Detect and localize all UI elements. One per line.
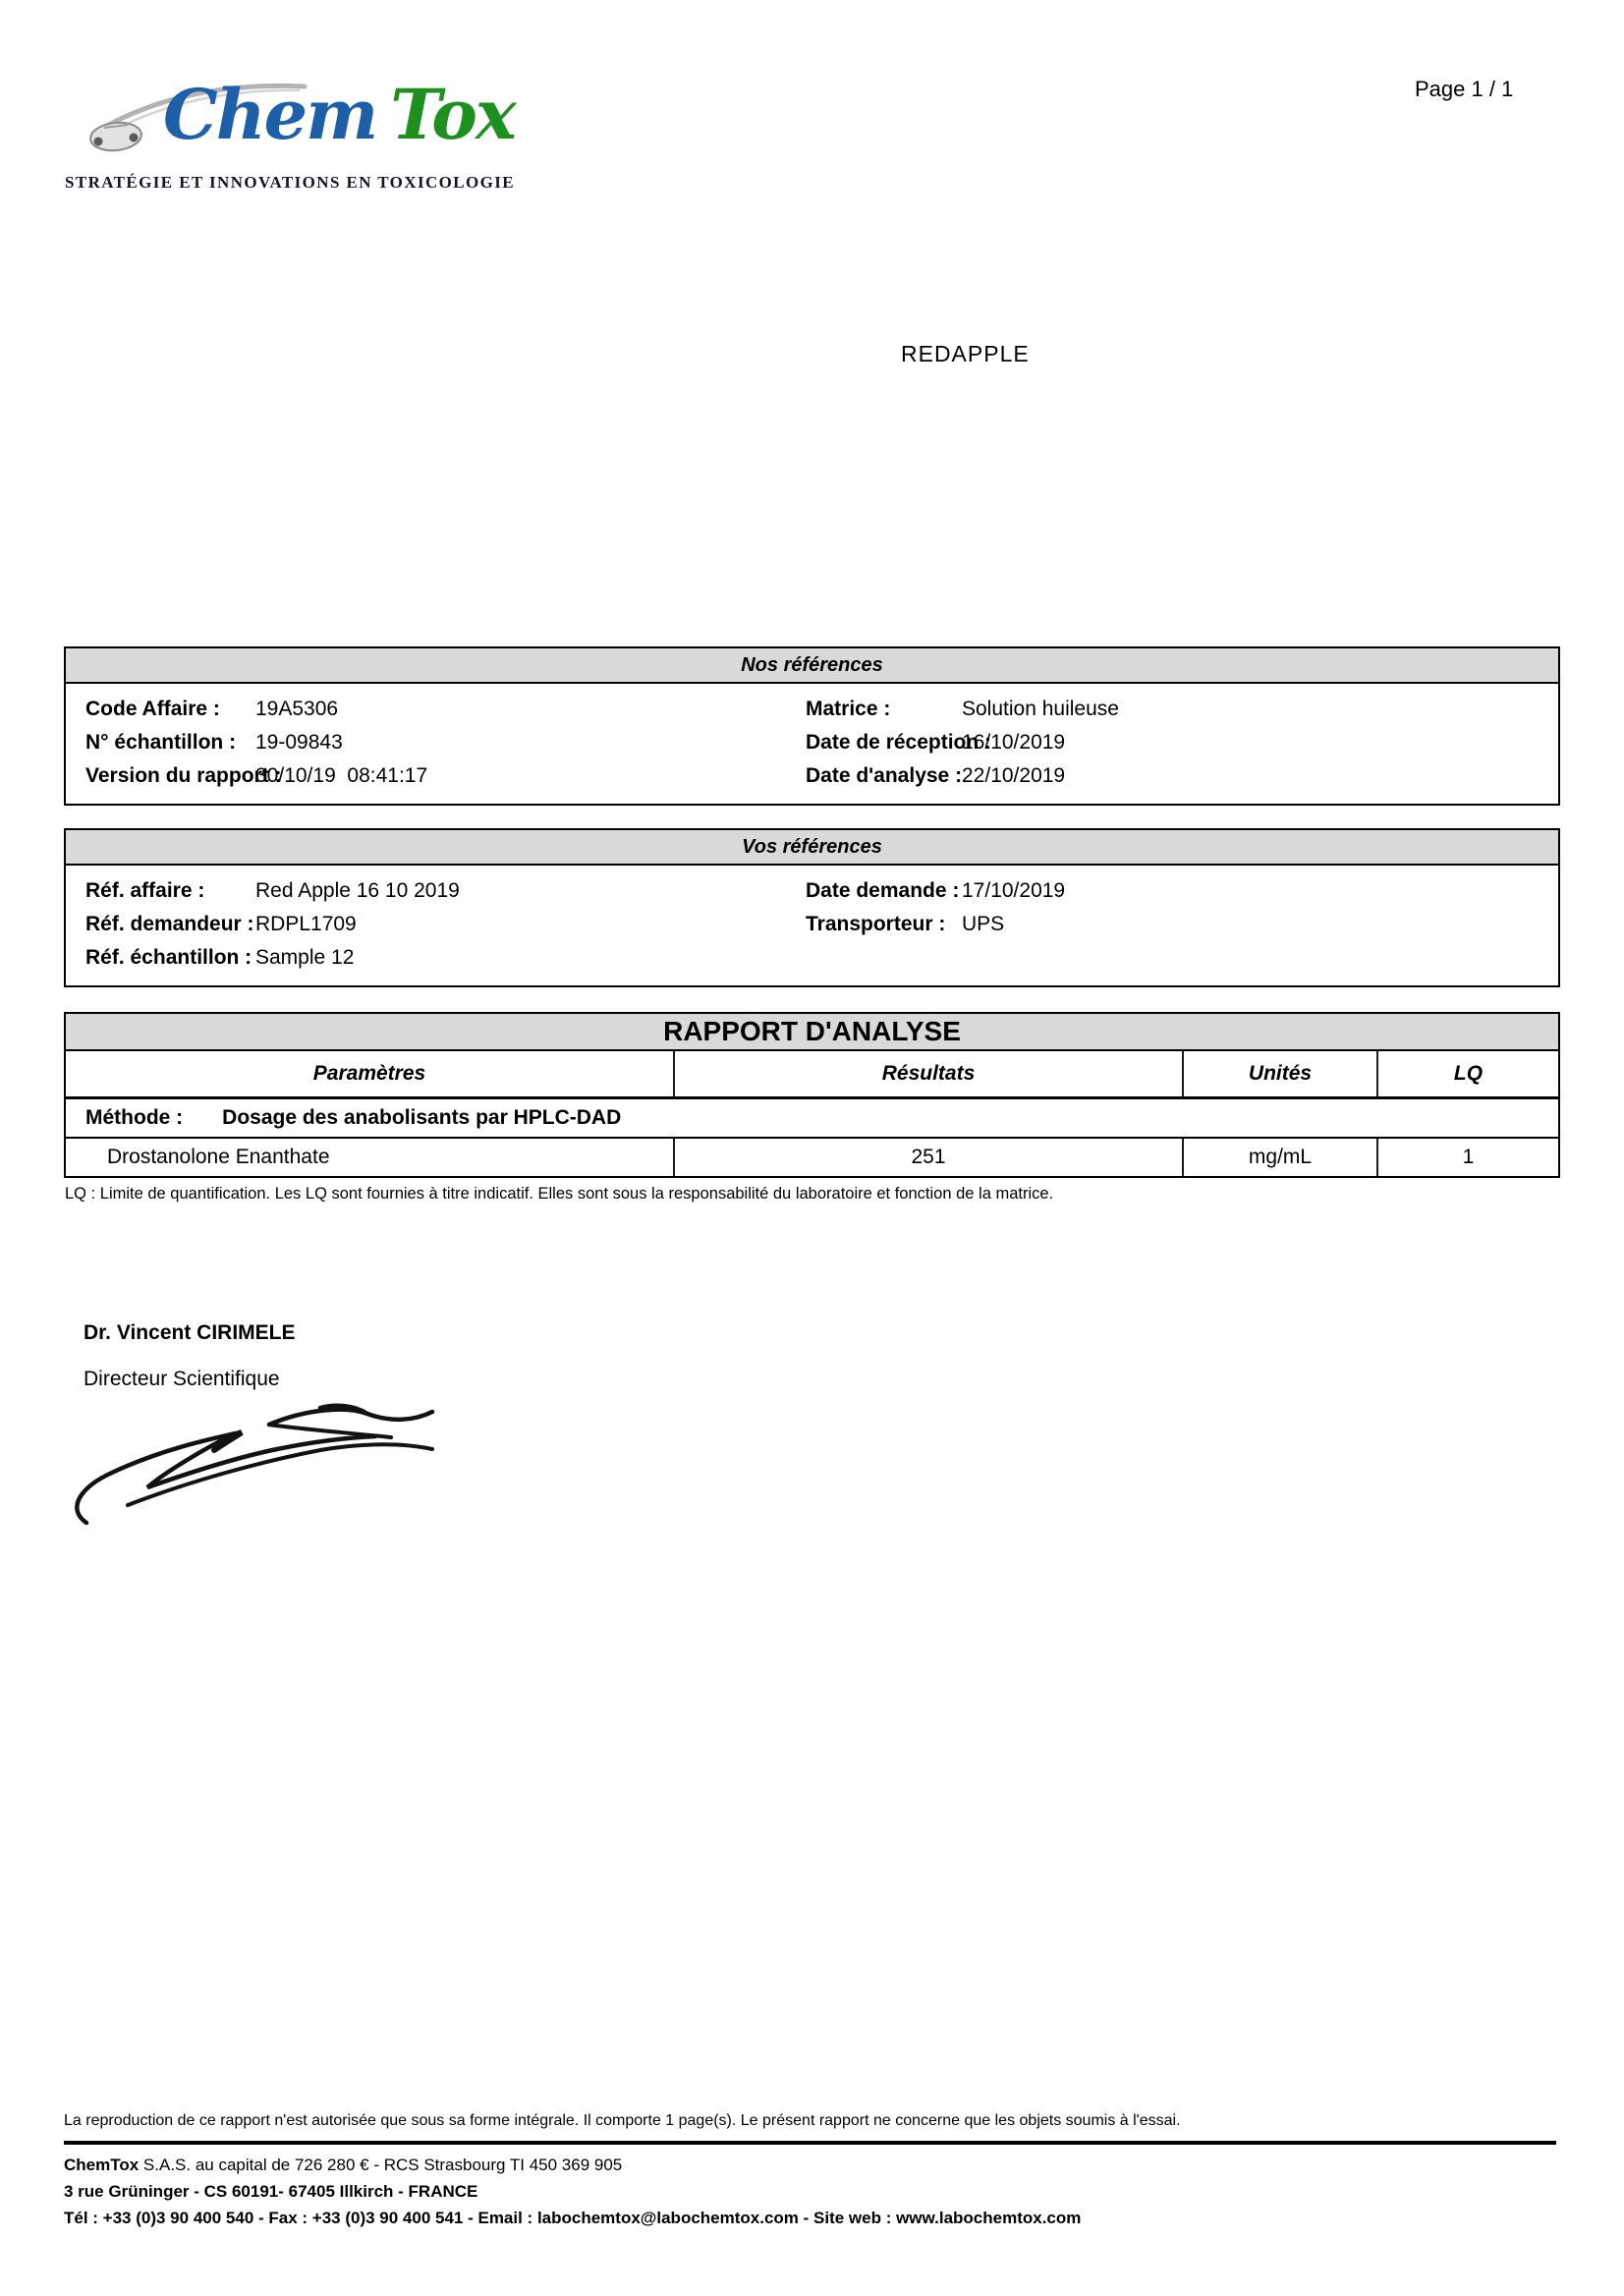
signatory-title: Directeur Scientifique <box>84 1368 280 1390</box>
footer-contact-line: Tél : +33 (0)3 90 400 540 - Fax : +33 (0)3 90 400 541 - Email : labochemtox@labochemtox.com - Site web : www.labochemtox.com <box>64 2209 1082 2227</box>
report-column-headers <box>66 1051 1558 1099</box>
field-value: 30/10/19 08:41:17 <box>255 764 428 787</box>
brand-chem: Chem <box>163 74 377 155</box>
result-lq: 1 <box>1376 1139 1558 1176</box>
vos-right-values <box>962 874 1065 941</box>
field-value: 16/10/2019 <box>962 731 1066 754</box>
method-label: Méthode : <box>85 1106 184 1129</box>
report-title: RAPPORT D'ANALYSE <box>66 1014 1558 1051</box>
client-name: REDAPPLE <box>901 341 1030 366</box>
chemtox-logo <box>59 45 531 202</box>
field-label: Code Affaire : <box>85 698 220 720</box>
vos-left-labels <box>85 874 254 975</box>
field-value: 19A5306 <box>255 698 339 720</box>
vos-right-labels <box>806 874 959 941</box>
analysis-report-table <box>64 1012 1560 1178</box>
field-label: N° échantillon : <box>85 731 237 754</box>
field-label: Réf. échantillon : <box>85 946 252 969</box>
nos-references-title: Nos références <box>66 648 1558 684</box>
reproduction-disclaimer: La reproduction de ce rapport n'est autorisée que sous sa forme intégrale. Il comporte 1 page(s). Le présent rapport ne concerne que les objets soumis à l'essai. <box>64 2112 1181 2129</box>
field-label: Réf. demandeur : <box>85 913 254 935</box>
signatory-name: Dr. Vincent CIRIMELE <box>84 1321 296 1344</box>
result-value: 251 <box>673 1139 1182 1176</box>
footer-company-name: ChemTox <box>64 2156 140 2174</box>
logo-tagline: STRATÉGIE ET INNOVATIONS EN TOXICOLOGIE <box>65 173 516 192</box>
field-value: Red Apple 16 10 2019 <box>255 879 460 902</box>
nos-left-values <box>255 693 427 793</box>
brand-tox: Tox <box>390 74 515 155</box>
vos-references-title: Vos références <box>66 830 1558 866</box>
footer-company-line <box>64 2156 622 2175</box>
result-parameter: Drostanolone Enanthate <box>107 1146 330 1168</box>
brand-wordmark <box>163 74 515 155</box>
footer-address-line: 3 rue Grüninger - CS 60191- 67405 Illkirch - FRANCE <box>64 2182 478 2201</box>
signature-icon <box>67 1387 450 1535</box>
lq-footnote: LQ : Limite de quantification. Les LQ sont fournies à titre indicatif. Elles sont sous la responsabilité du laboratoire et fonction de la matrice. <box>65 1185 1054 1203</box>
footer-company-info: S.A.S. au capital de 726 280 € - RCS Strasbourg TI 450 369 905 <box>139 2156 623 2174</box>
result-unit: mg/mL <box>1182 1139 1376 1176</box>
field-value: Sample 12 <box>255 946 355 969</box>
field-value: 17/10/2019 <box>962 879 1066 902</box>
column-header-resultats: Résultats <box>673 1051 1182 1096</box>
field-label: Date d'analyse : <box>806 764 963 787</box>
nos-left-labels <box>85 693 282 793</box>
field-value: 22/10/2019 <box>962 764 1066 787</box>
field-label: Date demande : <box>806 879 960 902</box>
vos-left-values <box>255 874 460 975</box>
field-label: Date de réception : <box>806 731 992 754</box>
field-value: RDPL1709 <box>255 913 357 935</box>
result-row <box>66 1139 1558 1176</box>
field-label: Réf. affaire : <box>85 879 205 902</box>
field-value: Solution huileuse <box>962 698 1119 720</box>
method-row <box>66 1099 1558 1139</box>
column-header-unites: Unités <box>1182 1051 1376 1096</box>
column-header-lq: LQ <box>1376 1051 1558 1096</box>
field-label: Matrice : <box>806 698 891 720</box>
page-number: Page 1 / 1 <box>1415 77 1514 101</box>
column-header-parametres: Paramètres <box>312 1062 426 1085</box>
vos-references-table <box>64 828 1560 987</box>
nos-references-table <box>64 646 1560 806</box>
nos-references-body <box>66 684 1558 804</box>
method-value: Dosage des anabolisants par HPLC-DAD <box>222 1106 622 1129</box>
nos-right-values <box>962 693 1119 793</box>
field-value: 19-09843 <box>255 731 343 754</box>
field-label: Transporteur : <box>806 913 946 935</box>
field-label: Version du rapport : <box>85 764 282 787</box>
vos-references-body <box>66 866 1558 985</box>
footer-divider <box>64 2141 1556 2145</box>
field-value: UPS <box>962 913 1005 935</box>
